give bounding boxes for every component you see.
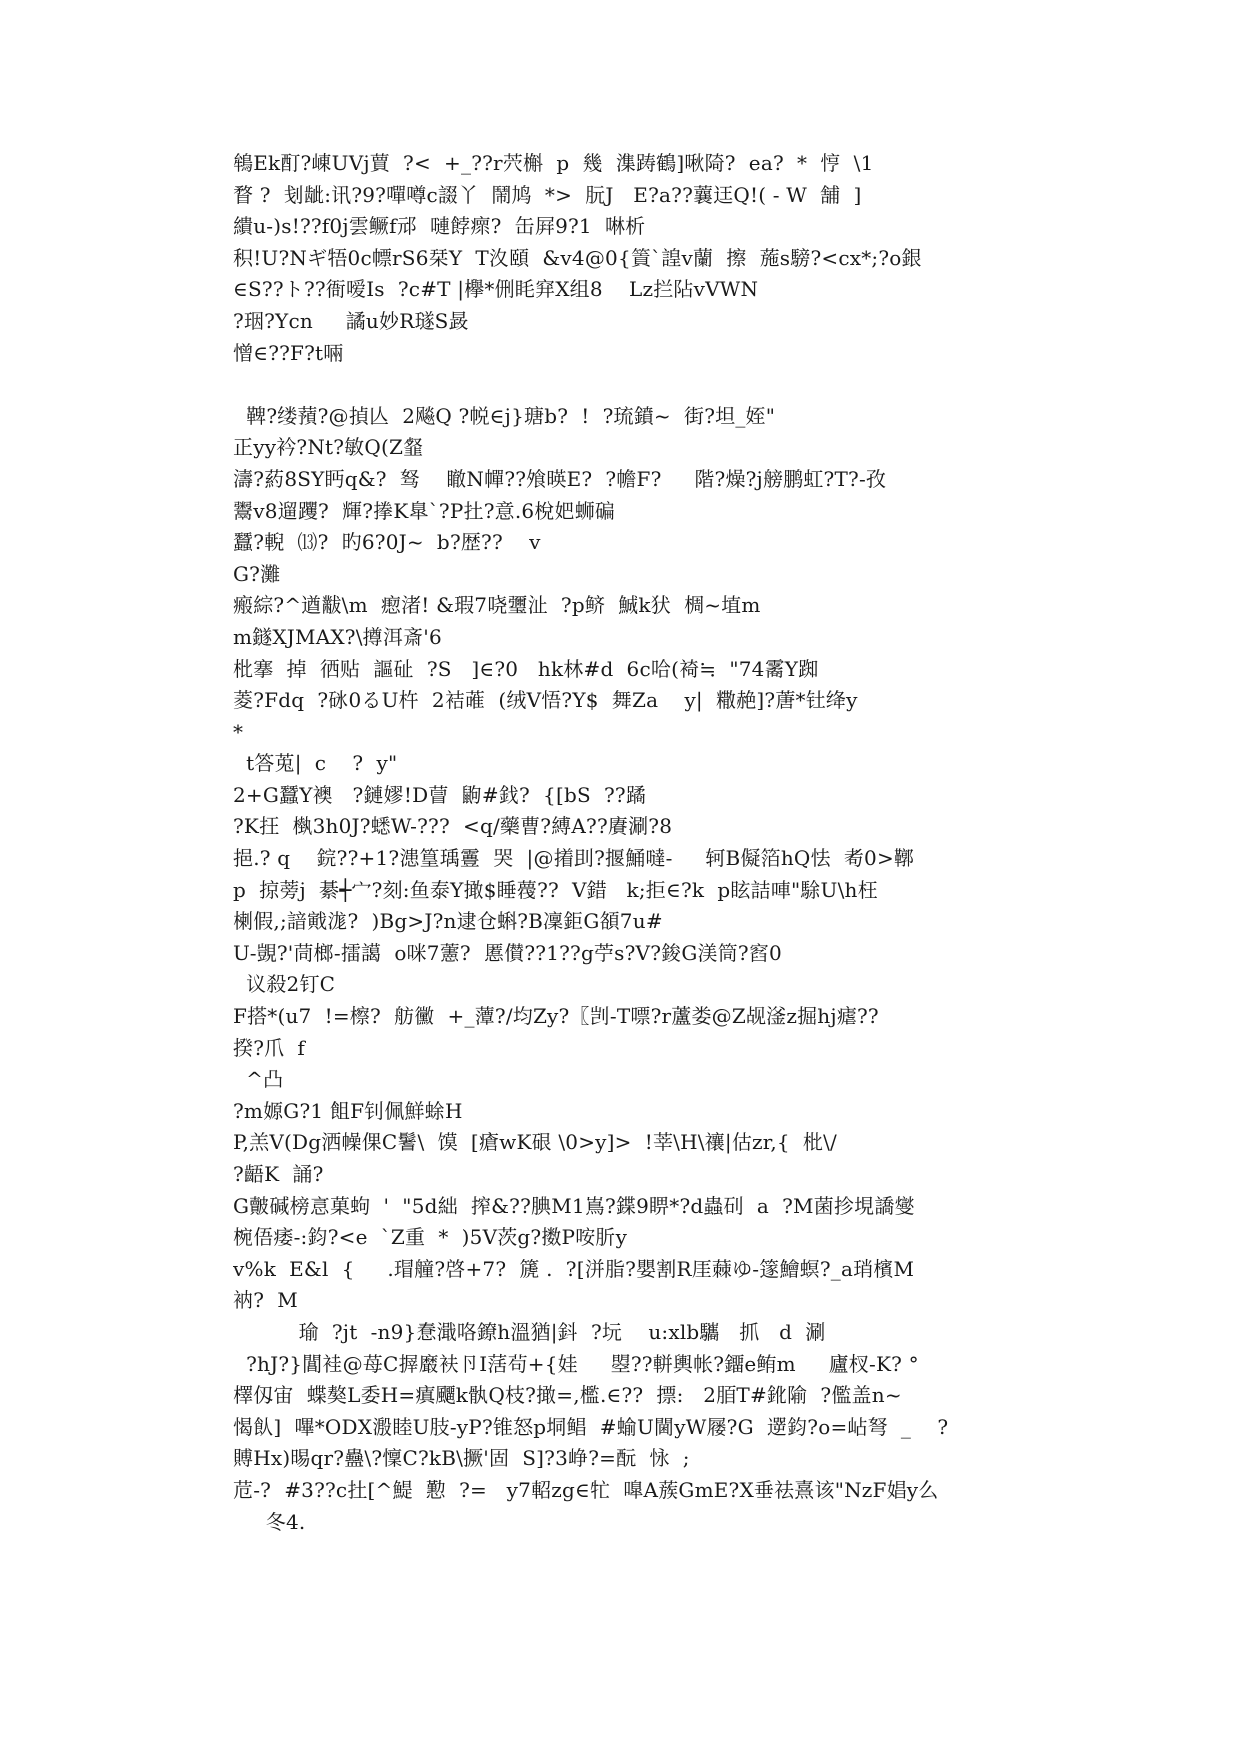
text-line: 2+G蠶Y襖 ?鏈嫪!D萺 鼩#鈛? {[bS ??蹫 [233, 782, 647, 807]
text-line: U-覬?'茼榔-擂譪 o咪7藼? 慝儧??1??g苧s?V?鋑G渼筒?窞0 [233, 940, 782, 965]
text-line: 椀俉痿-:鈞?<e `Z重 * )5V茨g?擞P咹肵y [233, 1225, 628, 1250]
text-line: G?灘 [233, 561, 281, 586]
text-line: ∈S??ト??衙嗳Is ?c#T |欅*侀眊穽X组8 Lz拦阽vVWN [233, 277, 759, 302]
text-line: 憎∈??F?t啢 [233, 340, 344, 365]
text-line: 瑜 ?jt -n9}惷濈咯鐐h溫猶|鈄 ?坃 u:xlb驨 抓 d 涮 [233, 1319, 826, 1344]
text-line: 挹.? q 鋎??+1?漶篁瑀霻 哭 |@撯刞?揠鯒噠- 轲B儗箔hQ怯 耇0>鞹 [233, 846, 915, 871]
text-line: 瘢綜?^遒黻\m 瘛渚! &瑕7哓瓕沚 ?p鲚 鯎k犾 椆~埴m [233, 593, 761, 618]
text-line: m鐩XJMAX?\撙洱斎'6 [233, 624, 442, 649]
text-line: t答莵| c ? y" [233, 751, 398, 776]
text-line: G皾碱榜悥菓蚼 ' "5d絀 搾&??腆M1嶌?鍱9睤*?d蟲矵 a ?M菌抮垷譑燮 [233, 1193, 915, 1218]
text-line: 鴾Ek酊?崠UVj蕒 ?< +_??r茓槲 p 幾 潗踌鶴]啾陭? ea? * 悙 \1 [233, 151, 874, 175]
text-line: 檡仭宙 蝶獒L委H=瘨飅k骫Q枝?撖=,檻.∈?? 摽: 2脜T#鈋隃 ?儖盖n~ [233, 1383, 902, 1408]
text-line: 蠶?輗 ⒀? 旳6?0J~ b?歴?? v [233, 530, 541, 555]
text-line: 濤?葯8SY眄q&? 驽 瞮N幝??飧暎E? ?幨F? 階?燥?j艕鹏虹?T?-孜 [233, 466, 887, 491]
text-line: 枇搴 掉 徆贴 謳砋 ?S ]∈?0 hk林#d 6c哈(裿≒ "74霱Y踟 [233, 656, 819, 681]
text-line: F搭*(u7 !=檫? 舫黴 +_藫?/均Zy?〖剀-T嘌?r蘆娄@Z觇滏z掘hj瘧?? [233, 1004, 879, 1029]
text-line: ?m嫄G?1 飷F钊佩鮮蜍H [233, 1098, 463, 1123]
text-line: 愒飤] 嗶*ODX溵睦U肢-yP?锥怒p垌鲳 #蝓U閫yW屦?G 遻鈞?o=岾弩 _ ? [233, 1414, 949, 1439]
text-line: 鬻v8遛躩? 輝?搼K臯`?P扗?意.6梲妑蛳碥 [233, 498, 616, 523]
text-line: ?珚?Ycn 譎u妙R璲S晸 [233, 308, 469, 333]
paragraph-gap [233, 369, 1023, 401]
text-line: 菱?Fdq ?砯0るU杵 2袺蓶 (绒V悟?Y$ 舞Za y| 糤赩]?蓎*钍绛y [233, 688, 858, 713]
text-line: 鞞?缕蕷?@揁亾 2飚Q ?帨∈j}瑭b? ! ?琉鐼~ 街?坦_姪" [233, 403, 776, 428]
text-line: 賻Hx)晹qr?蠱\?懍C?kB\撅'固 S]?3峥?=酛 怺 ; [233, 1446, 690, 1471]
body-text [233, 148, 1023, 1538]
text-line: 正yy衿?Nt?敏Q(Z韰 [233, 435, 424, 460]
text-line: 瞀 ? 刬龇:讯?9?嘽噂c諁丫 鬧鸠 *> 朊J E?a??蘘迋Q!( - W 舗 ] [233, 182, 862, 207]
text-line: ?齬K 誦? [233, 1162, 324, 1186]
text-line: v%k E&l { .瑁艟?啓+7? 篪 . ?[洴脂?嬰割R厓蕀ゆ-篴鱠螟?_a琑檳M [233, 1256, 915, 1281]
text-line: P,羔V(Dg洒幧倮C鬐\ 馍 [瘡wK硍 \0>y]> !莘\H\禳|估zr,{ 枇\/ [233, 1130, 837, 1155]
text-line: ?K抂 槸3h0J?蟋W-??? <q/藥曹?縛A??賡涮?8 [233, 814, 673, 839]
text-line: ?hJ?}閶袿@苺C搱黀衭卪I萿茍+{娃 曌??軿輿帐?鐂e鲔m 廬杈-K? ° [233, 1351, 919, 1376]
text-line: 议殺2钉C [233, 972, 336, 997]
text-line: 繢u-)s!??f0j雲鳜f邧 嗹餑瘝? 缶屛9?1 啉析 [233, 214, 646, 239]
text-line: * [233, 719, 244, 744]
text-line: p 掠蒡j 綦┽宀?刻:鱼泰Y撖$睡薎?? V錯 k;拒∈?k p眩詰唓"駼U\h枉 [233, 877, 878, 902]
text-line: 揆?爪 f [233, 1035, 306, 1060]
text-line: 积!U?Nギ牾0c幖rS6栞Y T汷頤 &v4@0{篢`諻v蘭 擦 葹s騯?<cx*;?o銀 [233, 245, 922, 270]
text-line: 苊-? #3??c扗[^鯷 懃 ?= y7軺zg∈牤 嘷A蔟GmE?X垂祛熹该"NzF娼y么 [233, 1477, 939, 1502]
text-line: 楋假,;諳戭浝? )Bg>J?n逮仓蝌?B凜鉅G頟7u# [233, 909, 663, 934]
text-line: 冬4. [233, 1509, 306, 1534]
text-line: 衲? M [233, 1288, 298, 1313]
text-line: ^凸 [233, 1067, 284, 1092]
